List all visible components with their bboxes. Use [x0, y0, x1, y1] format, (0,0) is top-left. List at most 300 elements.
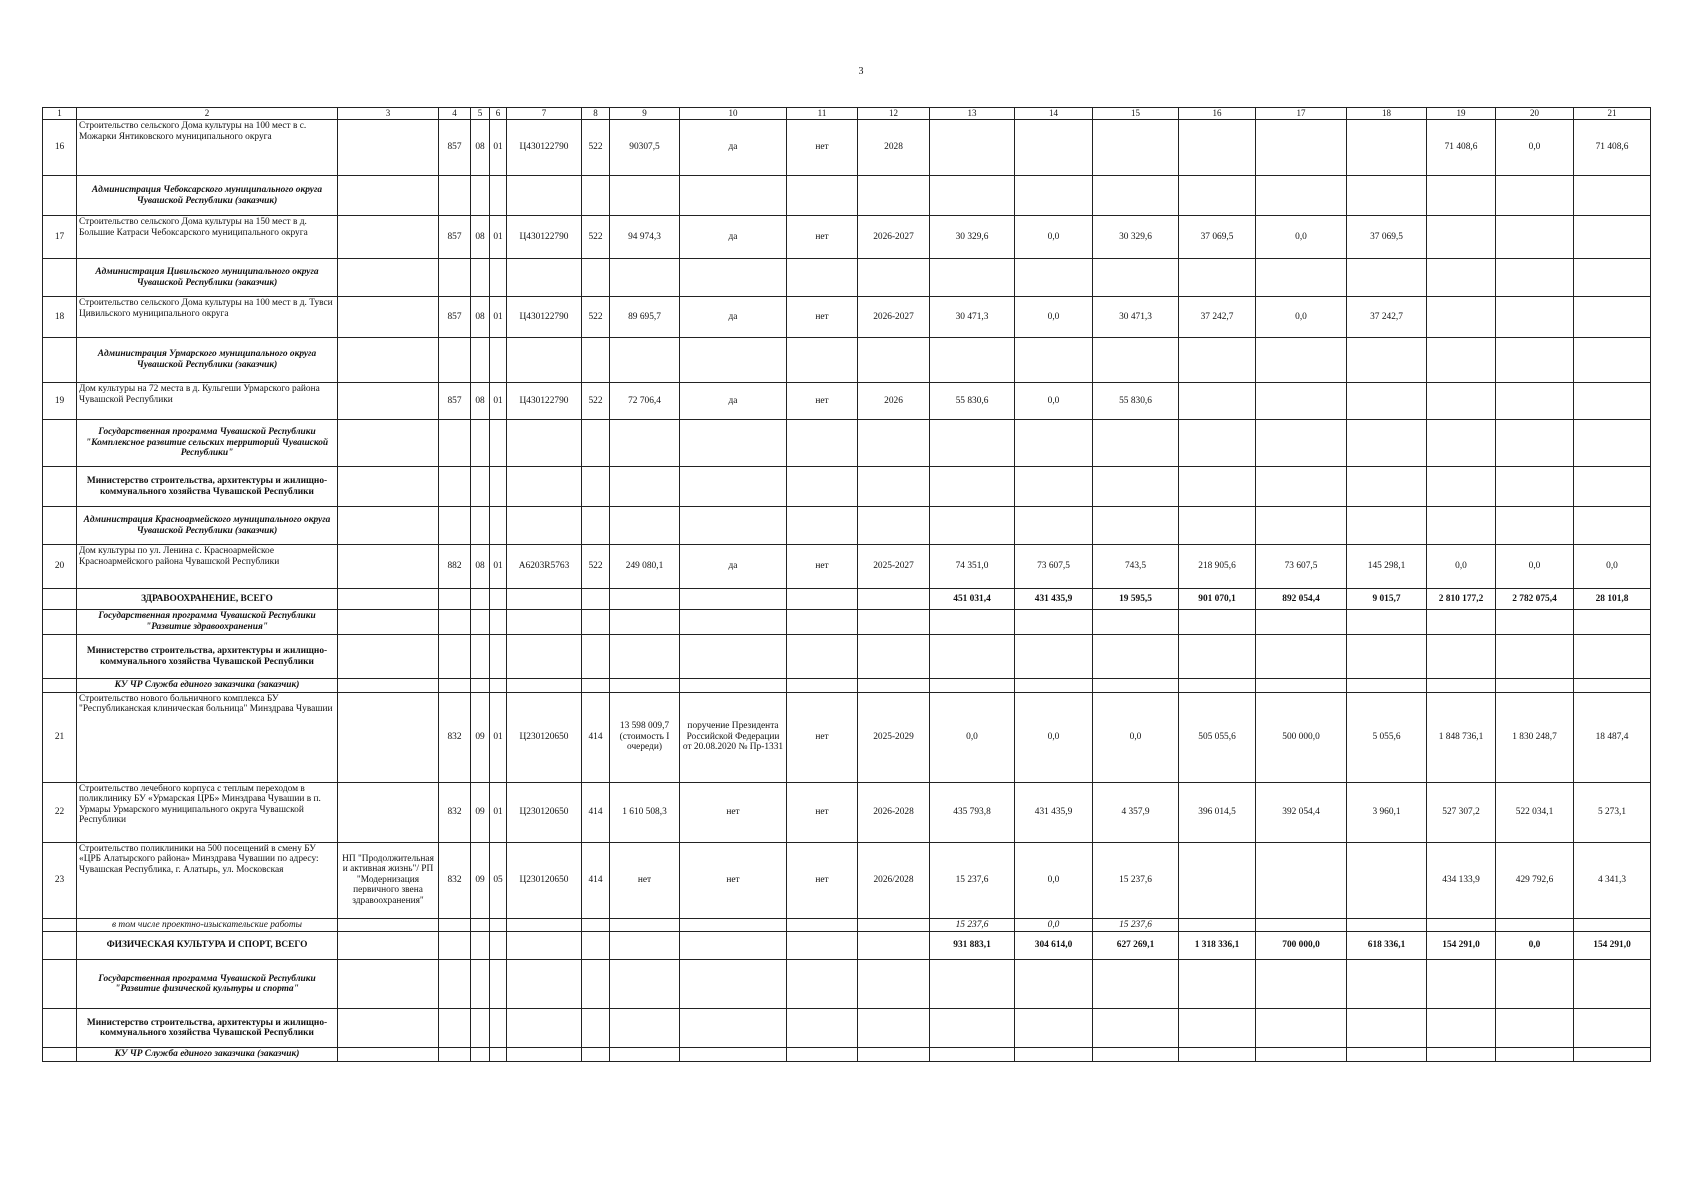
cell-col-19: 2 810 177,2	[1427, 589, 1496, 610]
cell-col-1	[43, 420, 77, 467]
cell-col-1: 17	[43, 216, 77, 259]
cell-col-19	[1427, 338, 1496, 383]
cell-col-15	[1093, 467, 1179, 507]
cell-col-13	[930, 338, 1015, 383]
cell-col-19	[1427, 259, 1496, 297]
table-row	[43, 1009, 1651, 1048]
table-row	[43, 545, 1651, 589]
column-number-18: 18	[1347, 108, 1427, 120]
cell-col-21	[1574, 420, 1651, 467]
cell-col-14	[1015, 635, 1093, 679]
cell-col-18	[1347, 259, 1427, 297]
cell-col-15	[1093, 610, 1179, 635]
table-row	[43, 679, 1651, 693]
cell-col-2: Министерство строительства, архитектуры и жилищно-коммунального хозяйства Чувашской Республики	[77, 467, 338, 507]
cell-col-6: 01	[490, 782, 507, 842]
cell-col-7	[507, 176, 582, 216]
cell-col-21	[1574, 259, 1651, 297]
cell-col-5	[471, 679, 490, 693]
table-row	[43, 383, 1651, 420]
cell-col-17	[1256, 383, 1347, 420]
cell-col-10	[680, 589, 787, 610]
cell-col-4	[439, 589, 471, 610]
cell-col-21	[1574, 1048, 1651, 1062]
cell-col-11	[787, 635, 858, 679]
cell-col-17	[1256, 679, 1347, 693]
cell-col-13: 74 351,0	[930, 545, 1015, 589]
table-row	[43, 338, 1651, 383]
cell-col-5: 09	[471, 782, 490, 842]
cell-col-7	[507, 610, 582, 635]
cell-col-5	[471, 176, 490, 216]
cell-col-14	[1015, 176, 1093, 216]
cell-col-18	[1347, 960, 1427, 1009]
cell-col-14	[1015, 610, 1093, 635]
cell-col-13	[930, 507, 1015, 545]
cell-col-3	[338, 297, 439, 338]
cell-col-10	[680, 635, 787, 679]
cell-col-18	[1347, 1048, 1427, 1062]
cell-col-7: Ц430122790	[507, 216, 582, 259]
cell-col-21: 18 487,4	[1574, 692, 1651, 782]
cell-col-3	[338, 545, 439, 589]
cell-col-21	[1574, 297, 1651, 338]
cell-col-12	[858, 467, 930, 507]
cell-col-21	[1574, 960, 1651, 1009]
cell-col-3	[338, 918, 439, 932]
cell-col-20	[1496, 960, 1574, 1009]
cell-col-20	[1496, 420, 1574, 467]
cell-col-13	[930, 1048, 1015, 1062]
cell-col-7	[507, 1009, 582, 1048]
cell-col-6	[490, 960, 507, 1009]
cell-col-6: 01	[490, 297, 507, 338]
cell-col-7	[507, 467, 582, 507]
cell-col-20	[1496, 176, 1574, 216]
cell-col-11	[787, 467, 858, 507]
cell-col-2: Администрация Красноармейского муниципального округа Чувашской Республики (заказчик)	[77, 507, 338, 545]
cell-col-13: 30 471,3	[930, 297, 1015, 338]
cell-col-15	[1093, 507, 1179, 545]
cell-col-1	[43, 467, 77, 507]
cell-col-10	[680, 1009, 787, 1048]
cell-col-15	[1093, 259, 1179, 297]
cell-col-9	[610, 960, 680, 1009]
cell-col-7	[507, 960, 582, 1009]
cell-col-12	[858, 259, 930, 297]
cell-col-3	[338, 679, 439, 693]
cell-col-3	[338, 120, 439, 176]
cell-col-13: 931 883,1	[930, 932, 1015, 960]
cell-col-9	[610, 679, 680, 693]
cell-col-1	[43, 610, 77, 635]
cell-col-2: КУ ЧР Служба единого заказчика (заказчик)	[77, 1048, 338, 1062]
cell-col-16	[1179, 420, 1256, 467]
cell-col-19	[1427, 420, 1496, 467]
cell-col-19	[1427, 297, 1496, 338]
cell-col-3	[338, 1048, 439, 1062]
cell-col-14	[1015, 1009, 1093, 1048]
cell-col-18	[1347, 383, 1427, 420]
cell-col-5: 09	[471, 692, 490, 782]
cell-col-14	[1015, 960, 1093, 1009]
cell-col-1	[43, 679, 77, 693]
cell-col-21: 4 341,3	[1574, 842, 1651, 918]
cell-col-9: 89 695,7	[610, 297, 680, 338]
cell-col-3	[338, 259, 439, 297]
cell-col-13	[930, 960, 1015, 1009]
cell-col-10: нет	[680, 842, 787, 918]
cell-col-2: ЗДРАВООХРАНЕНИЕ, ВСЕГО	[77, 589, 338, 610]
cell-col-7	[507, 679, 582, 693]
cell-col-4	[439, 259, 471, 297]
cell-col-6: 05	[490, 842, 507, 918]
cell-col-19	[1427, 1048, 1496, 1062]
table-row	[43, 507, 1651, 545]
cell-col-8	[582, 679, 610, 693]
cell-col-7	[507, 507, 582, 545]
cell-col-9	[610, 259, 680, 297]
cell-col-19	[1427, 960, 1496, 1009]
cell-col-8	[582, 918, 610, 932]
cell-col-11: нет	[787, 545, 858, 589]
table-row	[43, 842, 1651, 918]
cell-col-15: 19 595,5	[1093, 589, 1179, 610]
cell-col-6	[490, 932, 507, 960]
column-number-7: 7	[507, 108, 582, 120]
capital-investment-table	[42, 107, 1651, 1062]
cell-col-13: 30 329,6	[930, 216, 1015, 259]
cell-col-6	[490, 918, 507, 932]
cell-col-4: 882	[439, 545, 471, 589]
cell-col-21: 71 408,6	[1574, 120, 1651, 176]
cell-col-6: 01	[490, 120, 507, 176]
cell-col-3	[338, 338, 439, 383]
cell-col-4: 832	[439, 842, 471, 918]
cell-col-11	[787, 960, 858, 1009]
cell-col-6	[490, 420, 507, 467]
cell-col-4	[439, 932, 471, 960]
cell-col-5	[471, 932, 490, 960]
cell-col-12	[858, 918, 930, 932]
cell-col-10	[680, 338, 787, 383]
cell-col-2: Министерство строительства, архитектуры и жилищно-коммунального хозяйства Чувашской Республики	[77, 635, 338, 679]
cell-col-10	[680, 259, 787, 297]
column-number-6: 6	[490, 108, 507, 120]
cell-col-12	[858, 932, 930, 960]
cell-col-18	[1347, 467, 1427, 507]
cell-col-7: А6203R5763	[507, 545, 582, 589]
cell-col-16	[1179, 120, 1256, 176]
cell-col-7	[507, 259, 582, 297]
cell-col-15	[1093, 960, 1179, 1009]
cell-col-16	[1179, 259, 1256, 297]
cell-col-17	[1256, 259, 1347, 297]
cell-col-6	[490, 338, 507, 383]
cell-col-11: нет	[787, 383, 858, 420]
cell-col-16	[1179, 176, 1256, 216]
table-row	[43, 120, 1651, 176]
cell-col-4: 832	[439, 692, 471, 782]
cell-col-11	[787, 679, 858, 693]
cell-col-14: 0,0	[1015, 383, 1093, 420]
column-number-19: 19	[1427, 108, 1496, 120]
cell-col-5	[471, 635, 490, 679]
cell-col-4	[439, 507, 471, 545]
cell-col-5: 08	[471, 545, 490, 589]
cell-col-16	[1179, 507, 1256, 545]
cell-col-11	[787, 338, 858, 383]
cell-col-18: 5 055,6	[1347, 692, 1427, 782]
cell-col-13	[930, 1009, 1015, 1048]
cell-col-4	[439, 679, 471, 693]
cell-col-11	[787, 507, 858, 545]
column-number-13: 13	[930, 108, 1015, 120]
cell-col-1	[43, 635, 77, 679]
cell-col-11	[787, 176, 858, 216]
table-row	[43, 635, 1651, 679]
cell-col-18: 37 069,5	[1347, 216, 1427, 259]
cell-col-3	[338, 589, 439, 610]
cell-col-17	[1256, 176, 1347, 216]
cell-col-1	[43, 1048, 77, 1062]
cell-col-10	[680, 932, 787, 960]
cell-col-19	[1427, 679, 1496, 693]
cell-col-6	[490, 589, 507, 610]
cell-col-11: нет	[787, 782, 858, 842]
cell-col-12	[858, 507, 930, 545]
cell-col-13	[930, 176, 1015, 216]
column-number-4: 4	[439, 108, 471, 120]
cell-col-3	[338, 420, 439, 467]
cell-col-19: 154 291,0	[1427, 932, 1496, 960]
cell-col-9: 249 080,1	[610, 545, 680, 589]
cell-col-13: 435 793,8	[930, 782, 1015, 842]
cell-col-11	[787, 918, 858, 932]
cell-col-19	[1427, 507, 1496, 545]
cell-col-13: 15 237,6	[930, 842, 1015, 918]
cell-col-9	[610, 918, 680, 932]
cell-col-3: НП "Продолжительная и активная жизнь"/ РП "Модернизация первичного звена здравоохранения"	[338, 842, 439, 918]
cell-col-13: 15 237,6	[930, 918, 1015, 932]
cell-col-6	[490, 176, 507, 216]
cell-col-20	[1496, 679, 1574, 693]
cell-col-4	[439, 635, 471, 679]
cell-col-17	[1256, 960, 1347, 1009]
cell-col-21	[1574, 679, 1651, 693]
cell-col-5	[471, 338, 490, 383]
cell-col-10: да	[680, 297, 787, 338]
column-number-2: 2	[77, 108, 338, 120]
cell-col-8: 414	[582, 692, 610, 782]
cell-col-2: Государственная программа Чувашской Республики "Развитие физической культуры и спорта"	[77, 960, 338, 1009]
cell-col-5: 08	[471, 383, 490, 420]
cell-col-8: 414	[582, 842, 610, 918]
cell-col-19: 527 307,2	[1427, 782, 1496, 842]
cell-col-19	[1427, 467, 1496, 507]
cell-col-20	[1496, 1048, 1574, 1062]
cell-col-14: 73 607,5	[1015, 545, 1093, 589]
cell-col-20: 0,0	[1496, 120, 1574, 176]
cell-col-15: 15 237,6	[1093, 842, 1179, 918]
cell-col-5	[471, 610, 490, 635]
cell-col-12	[858, 338, 930, 383]
cell-col-12	[858, 1048, 930, 1062]
cell-col-12: 2025-2027	[858, 545, 930, 589]
cell-col-19: 434 133,9	[1427, 842, 1496, 918]
cell-col-10	[680, 507, 787, 545]
cell-col-1: 23	[43, 842, 77, 918]
cell-col-5	[471, 467, 490, 507]
cell-col-3	[338, 176, 439, 216]
column-number-16: 16	[1179, 108, 1256, 120]
cell-col-18	[1347, 507, 1427, 545]
cell-col-17: 500 000,0	[1256, 692, 1347, 782]
cell-col-10	[680, 679, 787, 693]
cell-col-4: 857	[439, 297, 471, 338]
cell-col-21	[1574, 467, 1651, 507]
cell-col-13: 0,0	[930, 692, 1015, 782]
cell-col-4: 857	[439, 216, 471, 259]
cell-col-14: 0,0	[1015, 216, 1093, 259]
cell-col-8	[582, 338, 610, 383]
cell-col-4: 857	[439, 383, 471, 420]
cell-col-4	[439, 176, 471, 216]
cell-col-3	[338, 216, 439, 259]
cell-col-15	[1093, 679, 1179, 693]
cell-col-10	[680, 1048, 787, 1062]
cell-col-18	[1347, 842, 1427, 918]
cell-col-7: Ц430122790	[507, 120, 582, 176]
cell-col-10: да	[680, 545, 787, 589]
cell-col-5	[471, 507, 490, 545]
table-row	[43, 1048, 1651, 1062]
cell-col-19	[1427, 176, 1496, 216]
cell-col-15	[1093, 420, 1179, 467]
cell-col-2: Администрация Урмарского муниципального округа Чувашской Республики (заказчик)	[77, 338, 338, 383]
cell-col-1: 21	[43, 692, 77, 782]
cell-col-9: 94 974,3	[610, 216, 680, 259]
cell-col-17: 0,0	[1256, 297, 1347, 338]
cell-col-21	[1574, 176, 1651, 216]
cell-col-4	[439, 1048, 471, 1062]
cell-col-5: 08	[471, 120, 490, 176]
cell-col-10	[680, 610, 787, 635]
cell-col-2: Строительство нового больничного комплекса БУ "Республиканская клиническая больница" Минздрава Чувашии	[77, 692, 338, 782]
cell-col-10	[680, 467, 787, 507]
cell-col-3	[338, 467, 439, 507]
cell-col-8	[582, 420, 610, 467]
cell-col-1: 18	[43, 297, 77, 338]
cell-col-10	[680, 960, 787, 1009]
table-row	[43, 259, 1651, 297]
cell-col-5: 09	[471, 842, 490, 918]
cell-col-20	[1496, 1009, 1574, 1048]
cell-col-17	[1256, 467, 1347, 507]
cell-col-11: нет	[787, 297, 858, 338]
cell-col-13: 55 830,6	[930, 383, 1015, 420]
cell-col-17	[1256, 420, 1347, 467]
cell-col-9: 13 598 009,7 (стоимость I очереди)	[610, 692, 680, 782]
cell-col-9	[610, 176, 680, 216]
cell-col-17	[1256, 338, 1347, 383]
cell-col-14	[1015, 679, 1093, 693]
cell-col-3	[338, 507, 439, 545]
cell-col-1: 19	[43, 383, 77, 420]
cell-col-17	[1256, 918, 1347, 932]
cell-col-13	[930, 120, 1015, 176]
cell-col-9: 90307,5	[610, 120, 680, 176]
cell-col-14	[1015, 1048, 1093, 1062]
cell-col-10: поручение Президента Российской Федерации от 20.08.2020 № Пр-1331	[680, 692, 787, 782]
cell-col-15: 627 269,1	[1093, 932, 1179, 960]
cell-col-8: 522	[582, 297, 610, 338]
table-row	[43, 782, 1651, 842]
column-number-15: 15	[1093, 108, 1179, 120]
cell-col-6	[490, 1009, 507, 1048]
column-number-8: 8	[582, 108, 610, 120]
page-number: 3	[858, 66, 864, 77]
cell-col-11	[787, 932, 858, 960]
cell-col-16: 37 242,7	[1179, 297, 1256, 338]
cell-col-1	[43, 1009, 77, 1048]
cell-col-12: 2026-2028	[858, 782, 930, 842]
table-row	[43, 420, 1651, 467]
cell-col-8: 522	[582, 120, 610, 176]
column-number-3: 3	[338, 108, 439, 120]
cell-col-19	[1427, 383, 1496, 420]
cell-col-8: 522	[582, 216, 610, 259]
cell-col-16	[1179, 842, 1256, 918]
cell-col-12: 2026-2027	[858, 216, 930, 259]
cell-col-11	[787, 589, 858, 610]
cell-col-2: Строительство поликлиники на 500 посещений в смену БУ «ЦРБ Алатырского района» Минздрава Чувашии по адресу: Чувашская Республика, г. Алатырь, ул. Московская	[77, 842, 338, 918]
cell-col-17	[1256, 610, 1347, 635]
table-row	[43, 467, 1651, 507]
cell-col-10: да	[680, 120, 787, 176]
cell-col-16	[1179, 918, 1256, 932]
cell-col-20	[1496, 216, 1574, 259]
cell-col-10	[680, 176, 787, 216]
cell-col-9	[610, 932, 680, 960]
cell-col-14	[1015, 120, 1093, 176]
column-number-9: 9	[610, 108, 680, 120]
cell-col-15	[1093, 120, 1179, 176]
cell-col-18	[1347, 635, 1427, 679]
cell-col-13: 451 031,4	[930, 589, 1015, 610]
cell-col-11	[787, 259, 858, 297]
cell-col-6	[490, 507, 507, 545]
cell-col-13	[930, 679, 1015, 693]
cell-col-9	[610, 610, 680, 635]
cell-col-12: 2028	[858, 120, 930, 176]
cell-col-2: Администрация Чебоксарского муниципального округа Чувашской Республики (заказчик)	[77, 176, 338, 216]
cell-col-3	[338, 960, 439, 1009]
cell-col-16	[1179, 338, 1256, 383]
cell-col-1: 20	[43, 545, 77, 589]
cell-col-15: 743,5	[1093, 545, 1179, 589]
cell-col-18: 3 960,1	[1347, 782, 1427, 842]
cell-col-14: 0,0	[1015, 842, 1093, 918]
cell-col-21: 5 273,1	[1574, 782, 1651, 842]
cell-col-8	[582, 259, 610, 297]
cell-col-14: 0,0	[1015, 918, 1093, 932]
cell-col-6	[490, 1048, 507, 1062]
cell-col-12: 2025-2029	[858, 692, 930, 782]
table-row	[43, 932, 1651, 960]
cell-col-19: 1 848 736,1	[1427, 692, 1496, 782]
cell-col-8	[582, 932, 610, 960]
